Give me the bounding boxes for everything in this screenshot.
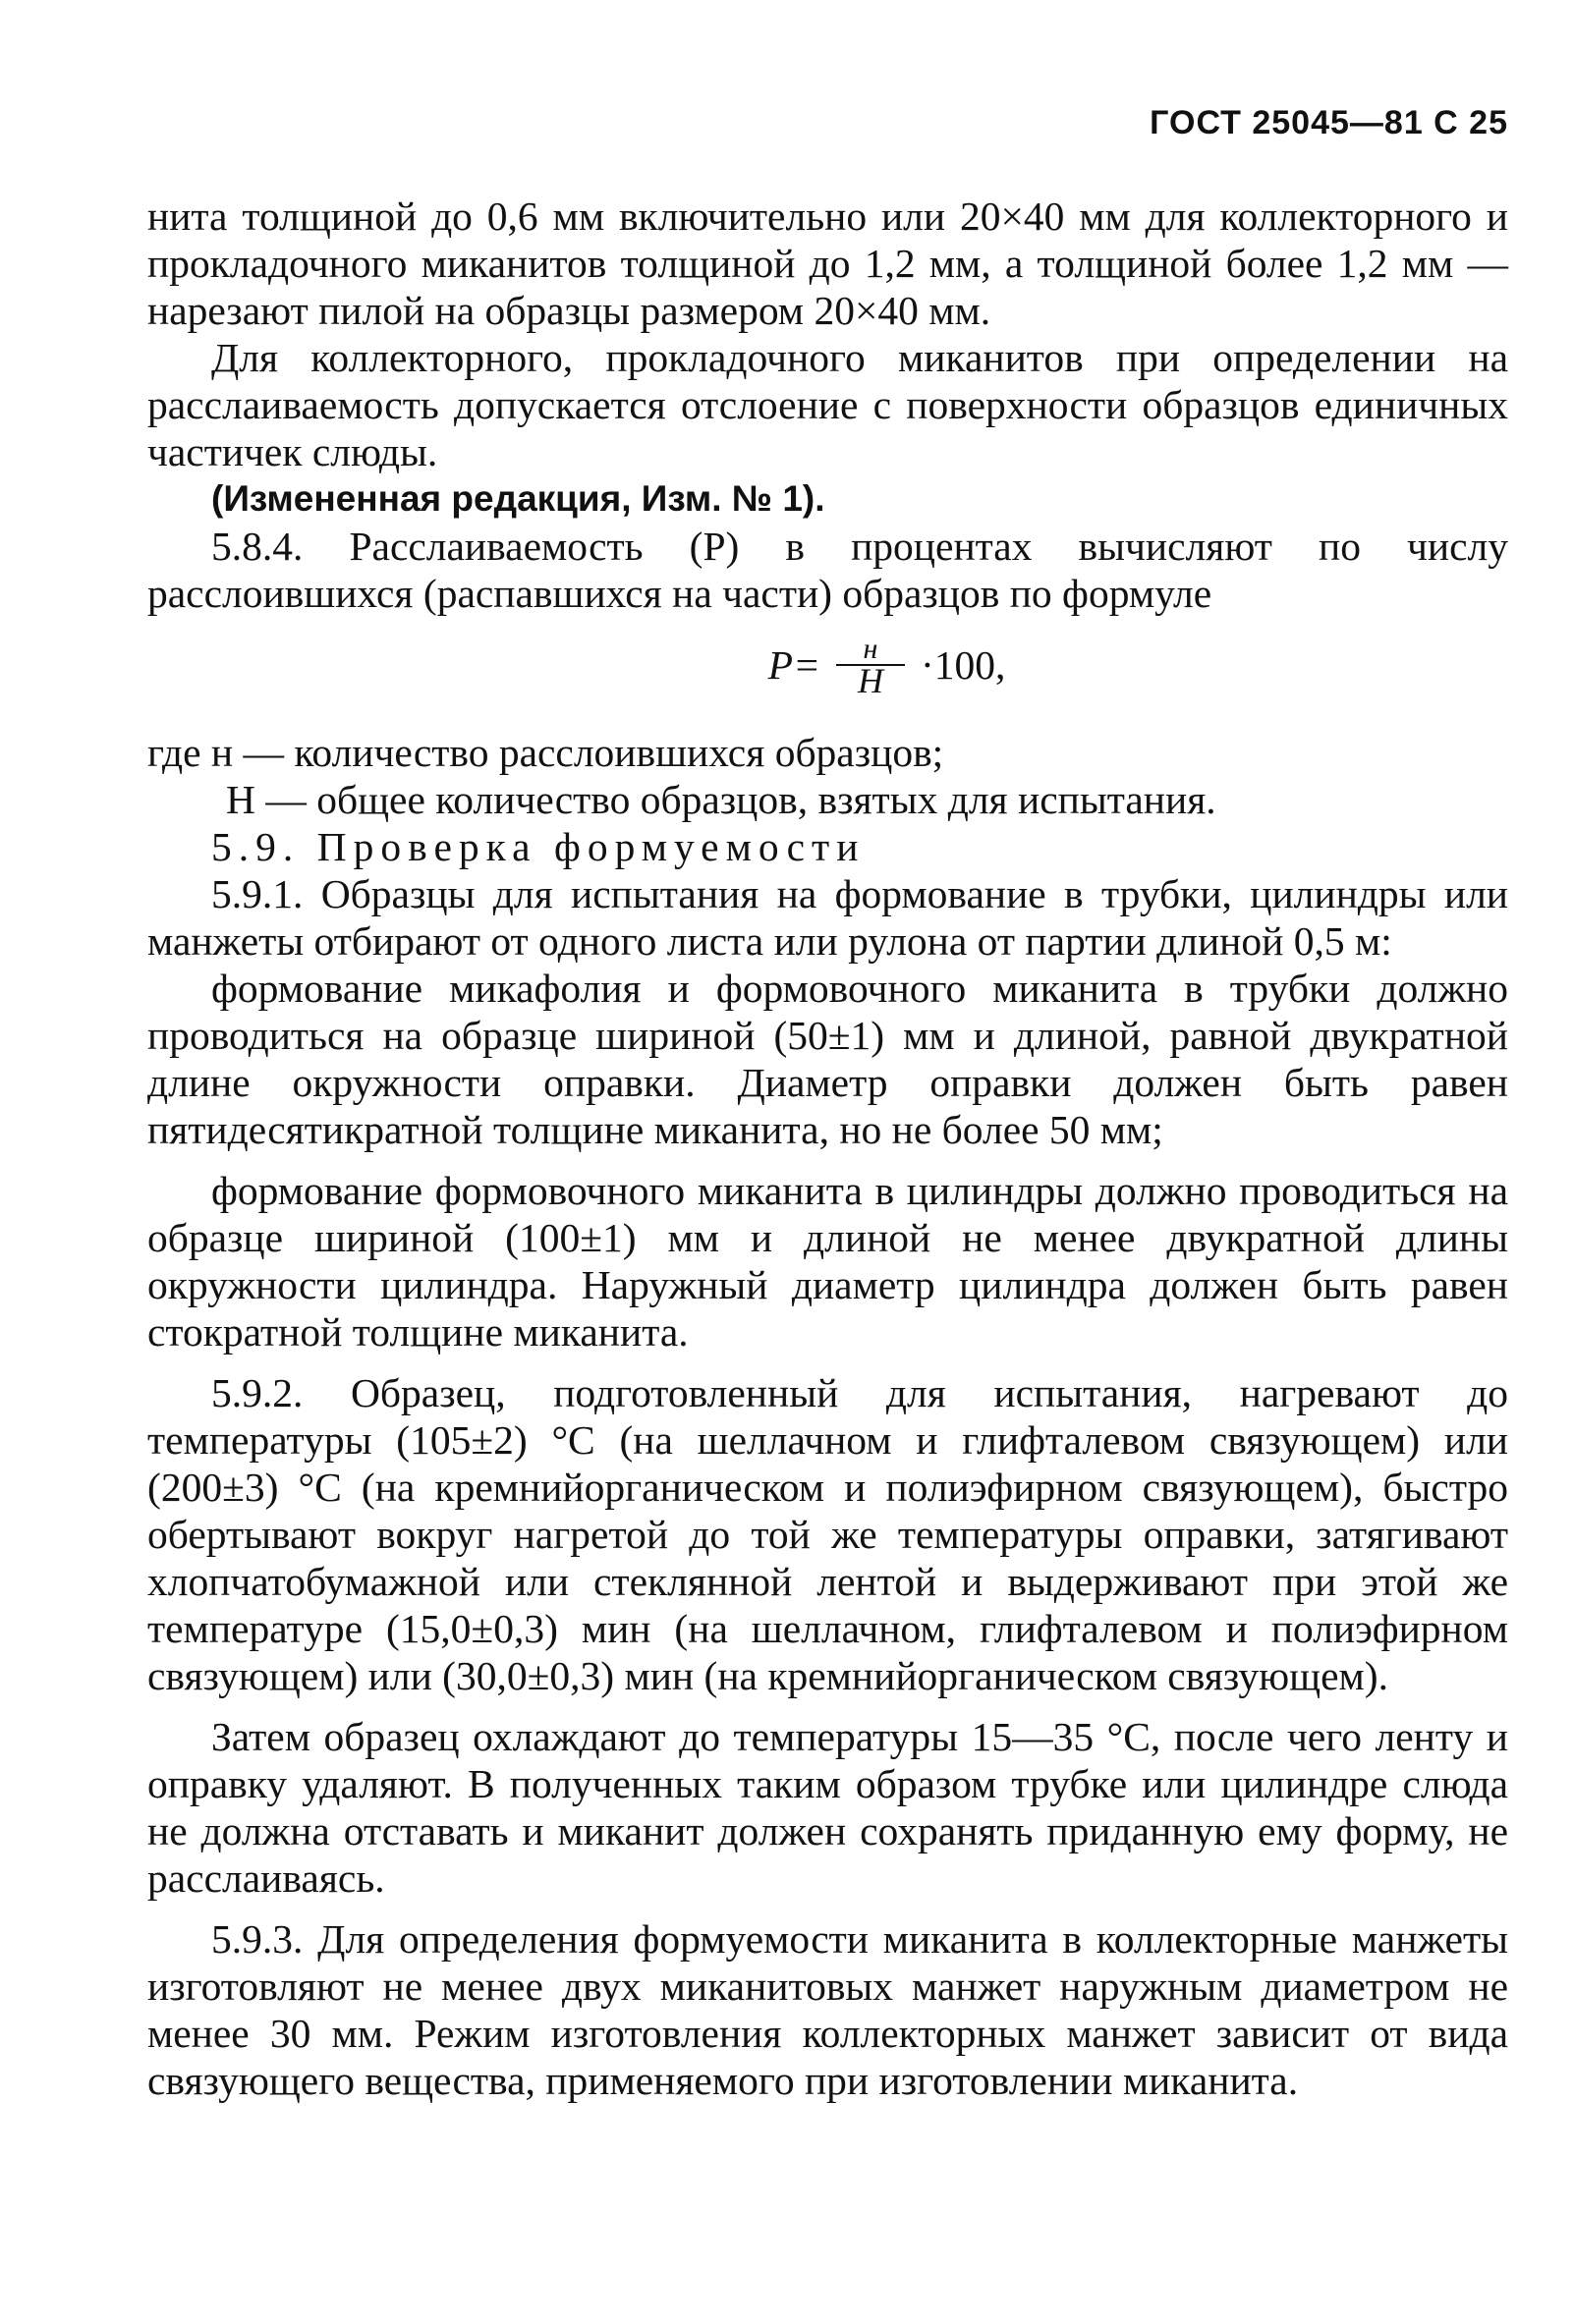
- formula-numerator: н: [863, 633, 878, 665]
- section-heading-5-9: 5.9. Проверка формуемости: [211, 824, 866, 869]
- formula: [147, 635, 1508, 713]
- formula-fraction: [836, 633, 905, 700]
- paragraph-cooling: Затем образец охлаждают до температуры 15—35 °С, после чего ленту и оправку удаляют. В полученных таким образом трубке или цилиндре слюда не должна отставать и миканит должен сохранять приданную ему форму, не расслаиваясь.: [147, 1714, 1508, 1901]
- paragraph-delamination-note: Для коллекторного, прокладочного миканитов при определении на расслаиваемость допускается отслоение с поверхности образцов единичных частичек слюды.: [147, 335, 1508, 474]
- amendment-note: (Измененная редакция, Изм. № 1).: [211, 478, 825, 519]
- formula-lhs: P=: [767, 642, 820, 688]
- document-body: [147, 193, 1508, 2104]
- paragraph-continuation: нита толщиной до 0,6 мм включительно или 20×40 мм для коллекторного и прокладочного миканитов толщиной до 1,2 мм, а толщиной более 1,2 мм — нарезают пилой на образцы размером 20×40 мм.: [147, 194, 1508, 333]
- page-header: ГОСТ 25045—81 С 25: [1150, 104, 1508, 141]
- where-n: где н — количество расслоившихся образцов;: [147, 730, 944, 775]
- where-h: H — общее количество образцов, взятых для испытания.: [226, 777, 1216, 822]
- clause-5-9-3: 5.9.3. Для определения формуемости миканита в коллекторные манжеты изготовляют не менее двух миканитовых манжет наружным диаметром не менее 30 мм. Режим изготовления коллекторных манжет зависит от вида связующего вещества, применяемого при изготовлении миканита.: [147, 1916, 1508, 2103]
- clause-5-9-1: 5.9.1. Образцы для испытания на формование в трубки, цилиндры или манжеты отбирают от одного листа или рулона от партии длиной 0,5 м:: [147, 871, 1508, 964]
- formula-denominator: H: [857, 661, 883, 700]
- clause-5-8-4: 5.8.4. Расслаиваемость (P) в процентах вычисляют по числу расслоившихся (распавшихся на части) образцов по формуле: [147, 524, 1508, 616]
- paragraph-tubes: формование микафолия и формовочного миканита в трубки должно проводиться на образце шириной (50±1) мм и длиной, равной двукратной длине окружности оправки. Диаметр оправки должен быть равен пятидесятикратной толщине миканита, но не более 50 мм;: [147, 966, 1508, 1152]
- paragraph-cylinders: формование формовочного миканита в цилиндры должно проводиться на образце шириной (100±1) мм и длиной не менее двукратной длины окружности цилиндра. Наружный диаметр цилиндра должен быть равен стократной толщине миканита.: [147, 1168, 1508, 1355]
- formula-rhs: ·100,: [920, 642, 1006, 688]
- document-page: [147, 0, 1508, 2324]
- clause-5-9-2: 5.9.2. Образец, подготовленный для испытания, нагревают до температуры (105±2) °С (на шеллачном и глифталевом связующем) или (200±3) °С (на кремнийорганическом и полиэфирном связующем), быстро обертывают вокруг нагретой до той же температуры оправки, затягивают хлопчатобумажной или стеклянной лентой и выдерживают при этой же температуре (15,0±0,3) мин (на шеллачном, глифталевом и полиэфирном связующем) или (30,0±0,3) мин (на кремнийорганическом связующем).: [147, 1370, 1508, 1698]
